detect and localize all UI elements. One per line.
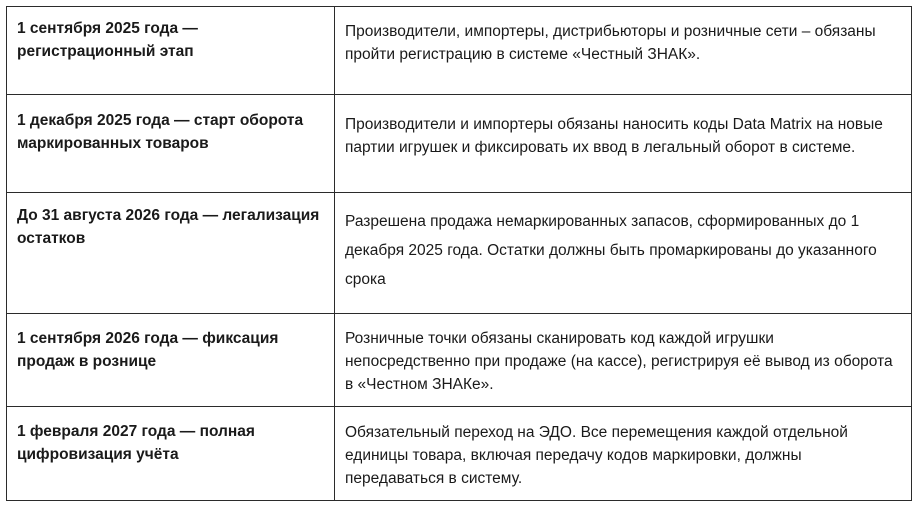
milestone-date: 1 сентября 2025 года — регистрационный этап (7, 7, 335, 95)
milestone-description: Производители, импортеры, дистрибьюторы и розничные сети – обязаны пройти регистрацию в системе «Честный ЗНАК». (335, 7, 912, 95)
milestone-description: Обязательный переход на ЭДО. Все перемещения каждой отдельной единицы товара, включая передачу кодов маркировки, должны передаваться в систему. (335, 407, 912, 501)
table-row (7, 314, 912, 407)
milestone-date: 1 сентября 2026 года — фиксация продаж в рознице (7, 314, 335, 407)
table-row (7, 407, 912, 501)
milestone-date: 1 февраля 2027 года — полная цифровизация учёта (7, 407, 335, 501)
table-row (7, 7, 912, 95)
table-row (7, 193, 912, 314)
milestone-description: Розничные точки обязаны сканировать код каждой игрушки непосредственно при продаже (на кассе), регистрируя её вывод из оборота в «Честном ЗНАКе». (335, 314, 912, 407)
milestone-date: 1 декабря 2025 года — старт оборота маркированных товаров (7, 95, 335, 193)
milestone-description: Производители и импортеры обязаны наносить коды Data Matrix на новые партии игрушек и фиксировать их ввод в легальный оборот в системе. (335, 95, 912, 193)
timeline-table (6, 6, 912, 501)
milestone-description: Разрешена продажа немаркированных запасов, сформированных до 1 декабря 2025 года. Остатки должны быть промаркированы до указанного срока (335, 193, 912, 314)
milestone-date: До 31 августа 2026 года — легализация остатков (7, 193, 335, 314)
table-row (7, 95, 912, 193)
